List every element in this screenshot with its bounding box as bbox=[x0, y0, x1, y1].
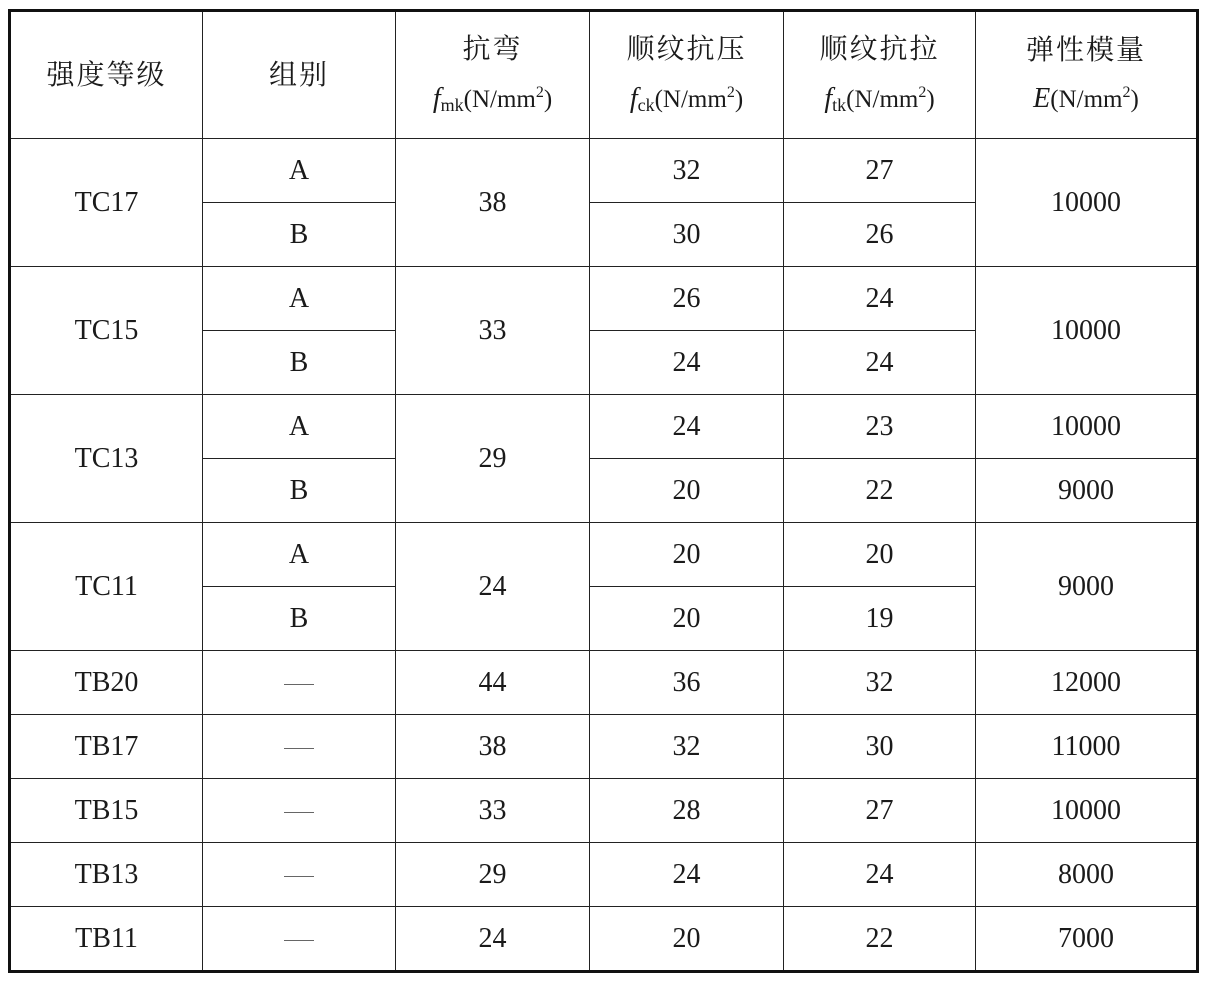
cell-modulus: 9000 bbox=[976, 459, 1198, 523]
table-body bbox=[10, 139, 1198, 972]
cell-compression: 24 bbox=[590, 395, 784, 459]
strength-grade-table bbox=[8, 9, 1199, 973]
cell-grade: TB20 bbox=[10, 651, 203, 715]
cell-tension: 26 bbox=[784, 203, 976, 267]
cell-grade: TB11 bbox=[10, 907, 203, 972]
cell-group bbox=[203, 715, 396, 779]
cell-bending: 38 bbox=[396, 139, 590, 267]
cell-compression: 20 bbox=[590, 587, 784, 651]
cell-compression: 32 bbox=[590, 139, 784, 203]
header-modulus bbox=[976, 11, 1198, 139]
cell-compression: 32 bbox=[590, 715, 784, 779]
cell-grade: TC13 bbox=[10, 395, 203, 523]
header-unit-close: ) bbox=[926, 85, 935, 113]
cell-modulus: 10000 bbox=[976, 267, 1198, 395]
cell-tension: 32 bbox=[784, 651, 976, 715]
cell-grade: TC17 bbox=[10, 139, 203, 267]
cell-group: A bbox=[203, 267, 396, 331]
header-unit-text: (N/mm bbox=[846, 85, 919, 113]
cell-compression: 24 bbox=[590, 331, 784, 395]
header-symbol: E bbox=[1033, 83, 1051, 115]
header-label: 组别 bbox=[268, 57, 329, 91]
header-compression bbox=[590, 11, 784, 139]
header-unit-close: ) bbox=[543, 85, 553, 113]
cell-compression: 20 bbox=[590, 907, 784, 972]
cell-group bbox=[203, 843, 396, 907]
header-unit-text: (N/mm bbox=[654, 85, 727, 113]
cell-grade: TB17 bbox=[10, 715, 203, 779]
header-label: 强度等级 bbox=[46, 57, 167, 91]
header-subscript: mk bbox=[440, 94, 464, 115]
cell-tension: 24 bbox=[784, 267, 976, 331]
table-row bbox=[10, 715, 1198, 779]
header-symbol: f bbox=[824, 82, 833, 114]
table-row bbox=[10, 139, 1198, 203]
cell-modulus: 12000 bbox=[976, 651, 1198, 715]
header-symbol: f bbox=[629, 82, 638, 114]
dash-mark bbox=[284, 748, 314, 749]
cell-bending: 29 bbox=[396, 395, 590, 523]
table-header bbox=[10, 11, 1198, 139]
cell-group: B bbox=[203, 203, 396, 267]
header-strength-grade bbox=[10, 11, 203, 139]
table-row bbox=[10, 523, 1198, 587]
cell-group bbox=[203, 651, 396, 715]
cell-modulus: 10000 bbox=[976, 395, 1198, 459]
cell-compression: 28 bbox=[590, 779, 784, 843]
cell-tension: 20 bbox=[784, 523, 976, 587]
header-superscript: 2 bbox=[918, 83, 927, 101]
cell-modulus: 10000 bbox=[976, 779, 1198, 843]
header-group bbox=[203, 11, 396, 139]
cell-compression: 20 bbox=[590, 459, 784, 523]
cell-group: A bbox=[203, 523, 396, 587]
cell-grade: TB15 bbox=[10, 779, 203, 843]
cell-bending: 24 bbox=[396, 523, 590, 651]
cell-group bbox=[203, 907, 396, 972]
header-unit-text: (N/mm bbox=[1050, 86, 1123, 114]
cell-grade: TB13 bbox=[10, 843, 203, 907]
cell-modulus: 8000 bbox=[976, 843, 1198, 907]
cell-bending: 44 bbox=[396, 651, 590, 715]
cell-group: B bbox=[203, 587, 396, 651]
cell-compression: 20 bbox=[590, 523, 784, 587]
header-tension bbox=[784, 11, 976, 139]
cell-group: B bbox=[203, 331, 396, 395]
cell-grade: TC15 bbox=[10, 267, 203, 395]
cell-compression: 36 bbox=[590, 651, 784, 715]
cell-tension: 24 bbox=[784, 843, 976, 907]
cell-tension: 22 bbox=[784, 907, 976, 972]
table-row bbox=[10, 267, 1198, 331]
cell-tension: 27 bbox=[784, 779, 976, 843]
cell-tension: 24 bbox=[784, 331, 976, 395]
cell-bending: 33 bbox=[396, 267, 590, 395]
cell-bending: 33 bbox=[396, 779, 590, 843]
table-row bbox=[10, 651, 1198, 715]
header-superscript: 2 bbox=[1122, 84, 1131, 102]
cell-modulus: 10000 bbox=[976, 139, 1198, 267]
header-unit-close: ) bbox=[734, 85, 744, 113]
header-superscript: 2 bbox=[535, 83, 544, 101]
cell-bending: 24 bbox=[396, 907, 590, 972]
dash-mark bbox=[284, 876, 314, 877]
header-unit-close: ) bbox=[1130, 86, 1139, 114]
cell-grade: TC11 bbox=[10, 523, 203, 651]
cell-tension: 22 bbox=[784, 459, 976, 523]
header-unit-text: (N/mm bbox=[463, 85, 536, 113]
table-row bbox=[10, 779, 1198, 843]
header-subscript: tk bbox=[832, 94, 847, 115]
cell-compression: 24 bbox=[590, 843, 784, 907]
cell-tension: 30 bbox=[784, 715, 976, 779]
header-unit bbox=[976, 83, 1196, 115]
header-label: 抗弯 bbox=[462, 32, 523, 66]
cell-tension: 19 bbox=[784, 587, 976, 651]
cell-group bbox=[203, 779, 396, 843]
header-unit bbox=[590, 83, 783, 116]
header-superscript: 2 bbox=[726, 83, 735, 101]
header-unit bbox=[396, 83, 589, 116]
dash-mark bbox=[284, 812, 314, 813]
header-symbol: f bbox=[432, 82, 441, 114]
header-label: 弹性模量 bbox=[1025, 32, 1146, 66]
cell-bending: 38 bbox=[396, 715, 590, 779]
cell-modulus: 11000 bbox=[976, 715, 1198, 779]
cell-modulus: 7000 bbox=[976, 907, 1198, 972]
cell-group: B bbox=[203, 459, 396, 523]
header-label: 顺纹抗拉 bbox=[819, 32, 940, 66]
cell-group: A bbox=[203, 395, 396, 459]
table-row bbox=[10, 395, 1198, 459]
dash-mark bbox=[284, 940, 314, 941]
cell-bending: 29 bbox=[396, 843, 590, 907]
cell-modulus: 9000 bbox=[976, 523, 1198, 651]
cell-tension: 27 bbox=[784, 139, 976, 203]
cell-group: A bbox=[203, 139, 396, 203]
cell-tension: 23 bbox=[784, 395, 976, 459]
header-label: 顺纹抗压 bbox=[626, 32, 747, 66]
header-subscript: ck bbox=[637, 94, 655, 115]
cell-compression: 26 bbox=[590, 267, 784, 331]
header-row bbox=[10, 11, 1198, 139]
dash-mark bbox=[284, 684, 314, 685]
cell-compression: 30 bbox=[590, 203, 784, 267]
header-unit bbox=[784, 83, 975, 116]
header-bending bbox=[396, 11, 590, 139]
table-row bbox=[10, 907, 1198, 972]
table-row bbox=[10, 843, 1198, 907]
